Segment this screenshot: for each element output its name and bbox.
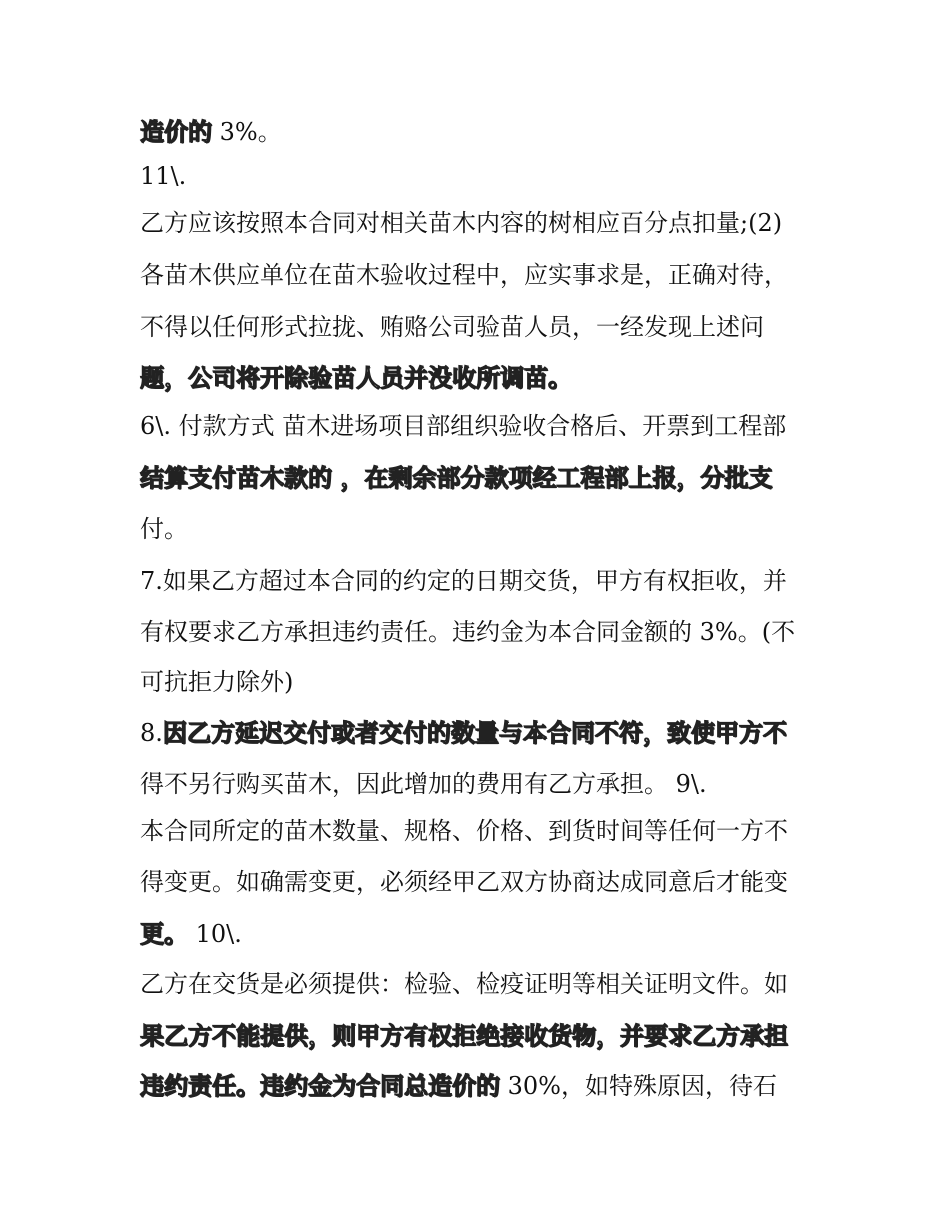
stylized-text: 因乙方延迟交付或者交付的数量与本合同不符，致使甲方不	[162, 719, 787, 747]
text-line: 本合同所定的苗木数量、规格、价格、到货时间等任何一方不	[140, 817, 788, 845]
text-line: 乙方应该按照本合同对相关苗木内容的树相应百分点扣量;(2)	[140, 209, 783, 237]
text-line: 11\.	[140, 162, 187, 190]
text-line: 可抗拒力除外)	[140, 668, 294, 696]
text-line	[140, 914, 820, 954]
text-line: 得变更。如确需变更，必须经甲乙双方协商达成同意后才能变	[140, 868, 788, 896]
stylized-text: 果乙方不能提供，则甲方有权拒绝接收货物，并要求乙方承担	[140, 1022, 788, 1050]
text-line: 各苗木供应单位在苗木验收过程中，应实事求是，正确对待，	[140, 261, 788, 289]
text-line: 乙方在交货是必须提供：检验、检疫证明等相关证明文件。如	[140, 970, 788, 998]
text-line: 有权要求乙方承担违约责任。违约金为本合同金额的 3%。(不	[140, 618, 796, 646]
plain-text: 30%，如特殊原因，待石	[500, 1072, 777, 1100]
text-line	[140, 458, 820, 498]
text-line	[140, 1016, 820, 1056]
plain-text: 10\.	[188, 920, 242, 948]
stylized-text: 题，公司将开除验苗人员并没收所调苗。	[140, 364, 572, 392]
stylized-text: 违约责任。违约金为合同总造价的	[140, 1072, 500, 1100]
text-line: 付。	[140, 515, 188, 543]
text-line: 得不另行购买苗木，因此增加的费用有乙方承担。 9\.	[140, 770, 707, 798]
text-line	[140, 1066, 820, 1106]
plain-text: 3%。	[212, 118, 282, 146]
text-line	[140, 112, 820, 152]
text-line	[140, 713, 820, 753]
stylized-text: 结算支付苗木款的 ，在剩余部分款项经工程部上报，分批支	[140, 464, 773, 492]
text-line: 不得以任何形式拉拢、贿赂公司验苗人员，一经发现上述问	[140, 313, 764, 341]
text-line: 7.如果乙方超过本合同的约定的日期交货，甲方有权拒收，并	[140, 567, 787, 595]
text-line: 6\. 付款方式 苗木进场项目部组织验收合格后、开票到工程部	[140, 412, 787, 440]
plain-text: 8.	[140, 719, 163, 747]
text-line	[140, 358, 820, 398]
stylized-text: 造价的	[140, 118, 212, 146]
stylized-text: 更。	[140, 920, 188, 948]
